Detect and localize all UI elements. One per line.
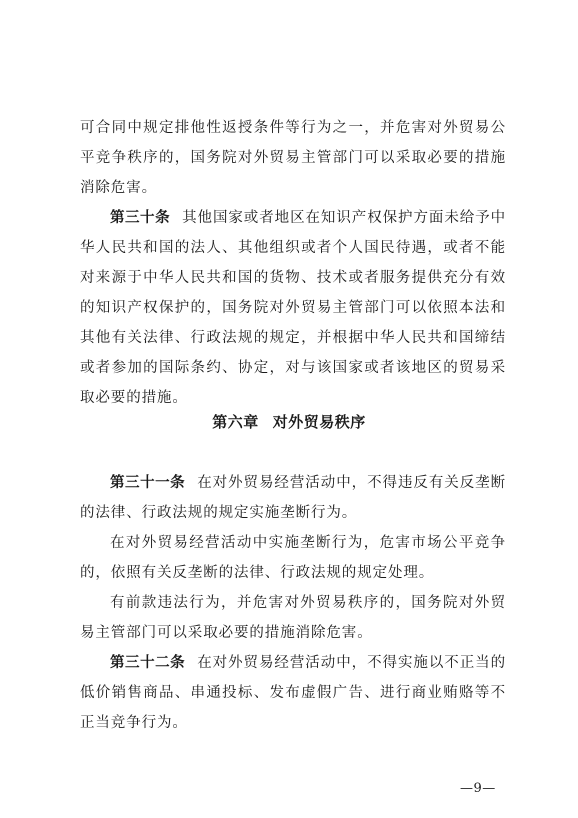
article-number: 第三十条 <box>110 210 171 226</box>
paragraph-text: 有前款违法行为，并危害对外贸易秩序的，国务院对外贸易主管部门可以采取必要的措施消除危害。 <box>80 595 506 641</box>
chapter-number: 第六章 <box>212 413 259 431</box>
paragraph <box>80 588 506 648</box>
paragraph-text: 在对外贸易经营活动中实施垄断行为，危害市场公平竞争的，依照有关反垄断的法律、行政法规的规定处理。 <box>80 535 506 581</box>
chapter-heading <box>0 411 578 432</box>
article-number: 第三十一条 <box>110 475 186 491</box>
page-number: —9— <box>460 781 496 796</box>
paragraph-continuation <box>80 113 506 203</box>
article-32 <box>80 648 506 738</box>
article-31 <box>80 468 506 528</box>
paragraph-text: 可合同中规定排他性返授条件等行为之一，并危害对外贸易公平竞争秩序的，国务院对外贸易主管部门可以采取必要的措施消除危害。 <box>80 120 506 196</box>
article-number: 第三十二条 <box>110 655 186 671</box>
paragraph-text: 其他国家或者地区在知识产权保护方面未给予中华人民共和国的法人、其他组织或者个人国民待遇，或者不能对来源于中华人民共和国的货物、技术或者服务提供充分有效的知识产权保护的，国务院对外贸易主管部门可以依照本法和其他有关法律、行政法规的规定，并根据中华人民共和国缔结或者参加的国际条约、协定，对与该国家或者该地区的贸易采取必要的措施。 <box>80 210 507 406</box>
paragraph-text: 在对外贸易经营活动中，不得违反有关反垄断的法律、行政法规的规定实施垄断行为。 <box>80 475 507 521</box>
paragraph <box>80 528 506 588</box>
chapter-title: 对外贸易秩序 <box>272 413 366 431</box>
paragraph-text: 在对外贸易经营活动中，不得实施以不正当的低价销售商品、串通投标、发布虚假广告、进行商业贿赂等不正当竞争行为。 <box>80 655 507 731</box>
article-30 <box>80 203 506 413</box>
